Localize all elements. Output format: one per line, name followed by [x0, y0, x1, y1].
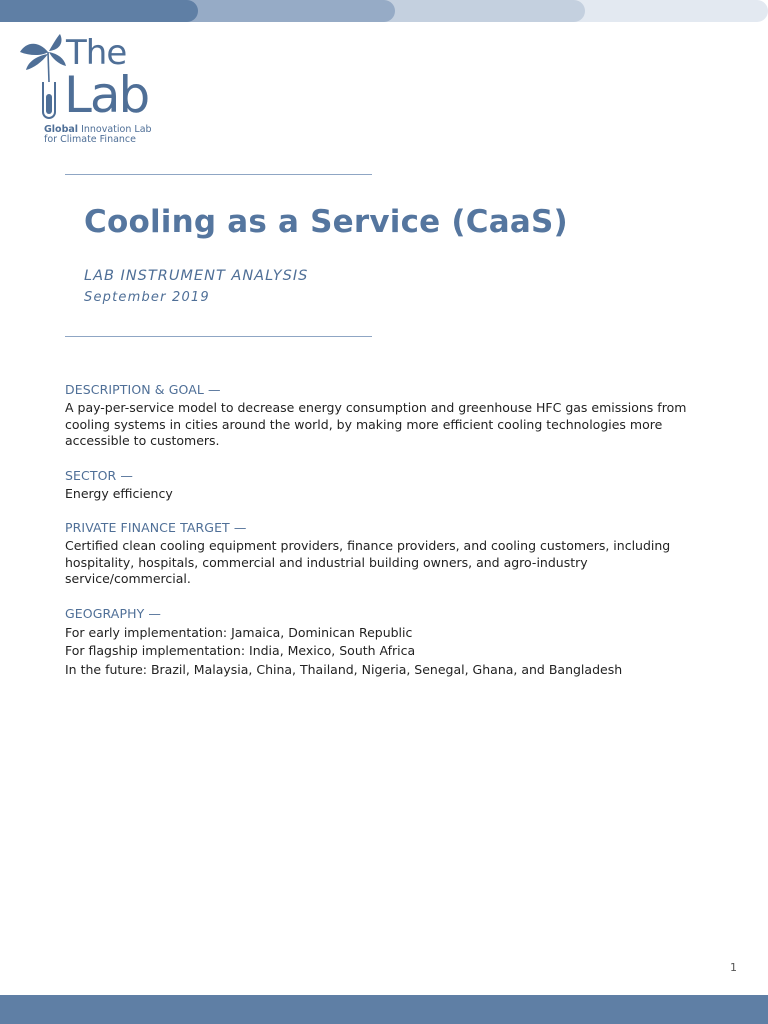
footer-bar — [0, 995, 768, 1024]
divider-bottom — [65, 336, 372, 337]
document-date: September 2019 — [84, 290, 210, 305]
geography-line: For flagship implementation: India, Mexico, South Africa — [65, 643, 416, 658]
section-text: Energy efficiency — [65, 485, 173, 501]
section-text — [65, 624, 705, 680]
section-text: A pay-per-service model to decrease energy consumption and greenhouse HFC gas emissions from cooling systems in cities around the world, by making more efficient cooling technologies more accessible to customers. — [65, 400, 687, 448]
top-progress-bar — [0, 0, 768, 22]
logo-the-text: The — [66, 33, 127, 73]
document-body — [65, 382, 705, 697]
document-subtitle: LAB INSTRUMENT ANALYSIS — [84, 268, 309, 284]
the-lab-logo — [18, 32, 178, 147]
section-heading: GEOGRAPHY — — [65, 605, 161, 621]
document-title: Cooling as a Service (CaaS) — [84, 204, 568, 240]
section-sector — [65, 468, 705, 503]
logo-subtitle-line-2: for Climate Finance — [44, 134, 137, 145]
section-heading: PRIVATE FINANCE TARGET — — [65, 520, 247, 535]
section-private-finance-target — [65, 520, 705, 588]
page-number: 1 — [730, 961, 737, 974]
top-bar-segment-1 — [0, 0, 198, 22]
section-geography — [65, 606, 705, 680]
geography-line: For early implementation: Jamaica, Dominican Republic — [65, 624, 413, 640]
section-heading: DESCRIPTION & GOAL — — [65, 382, 221, 397]
logo-lab-text: Lab — [64, 66, 149, 124]
geography-line: In the future: Brazil, Malaysia, China, Thailand, Nigeria, Senegal, Ghana, and Bangladesh — [65, 661, 623, 677]
section-text: Certified clean cooling equipment providers, finance providers, and cooling customers, including hospitality, hospitals, commercial and industrial building owners, and agro-industry service/commercial. — [65, 538, 671, 586]
section-description — [65, 382, 705, 450]
logo-subtitle-bold: Global — [44, 124, 79, 135]
section-heading: SECTOR — — [65, 467, 133, 483]
divider-top — [65, 174, 372, 175]
logo-subtitle-rest: Innovation Lab — [78, 124, 152, 135]
